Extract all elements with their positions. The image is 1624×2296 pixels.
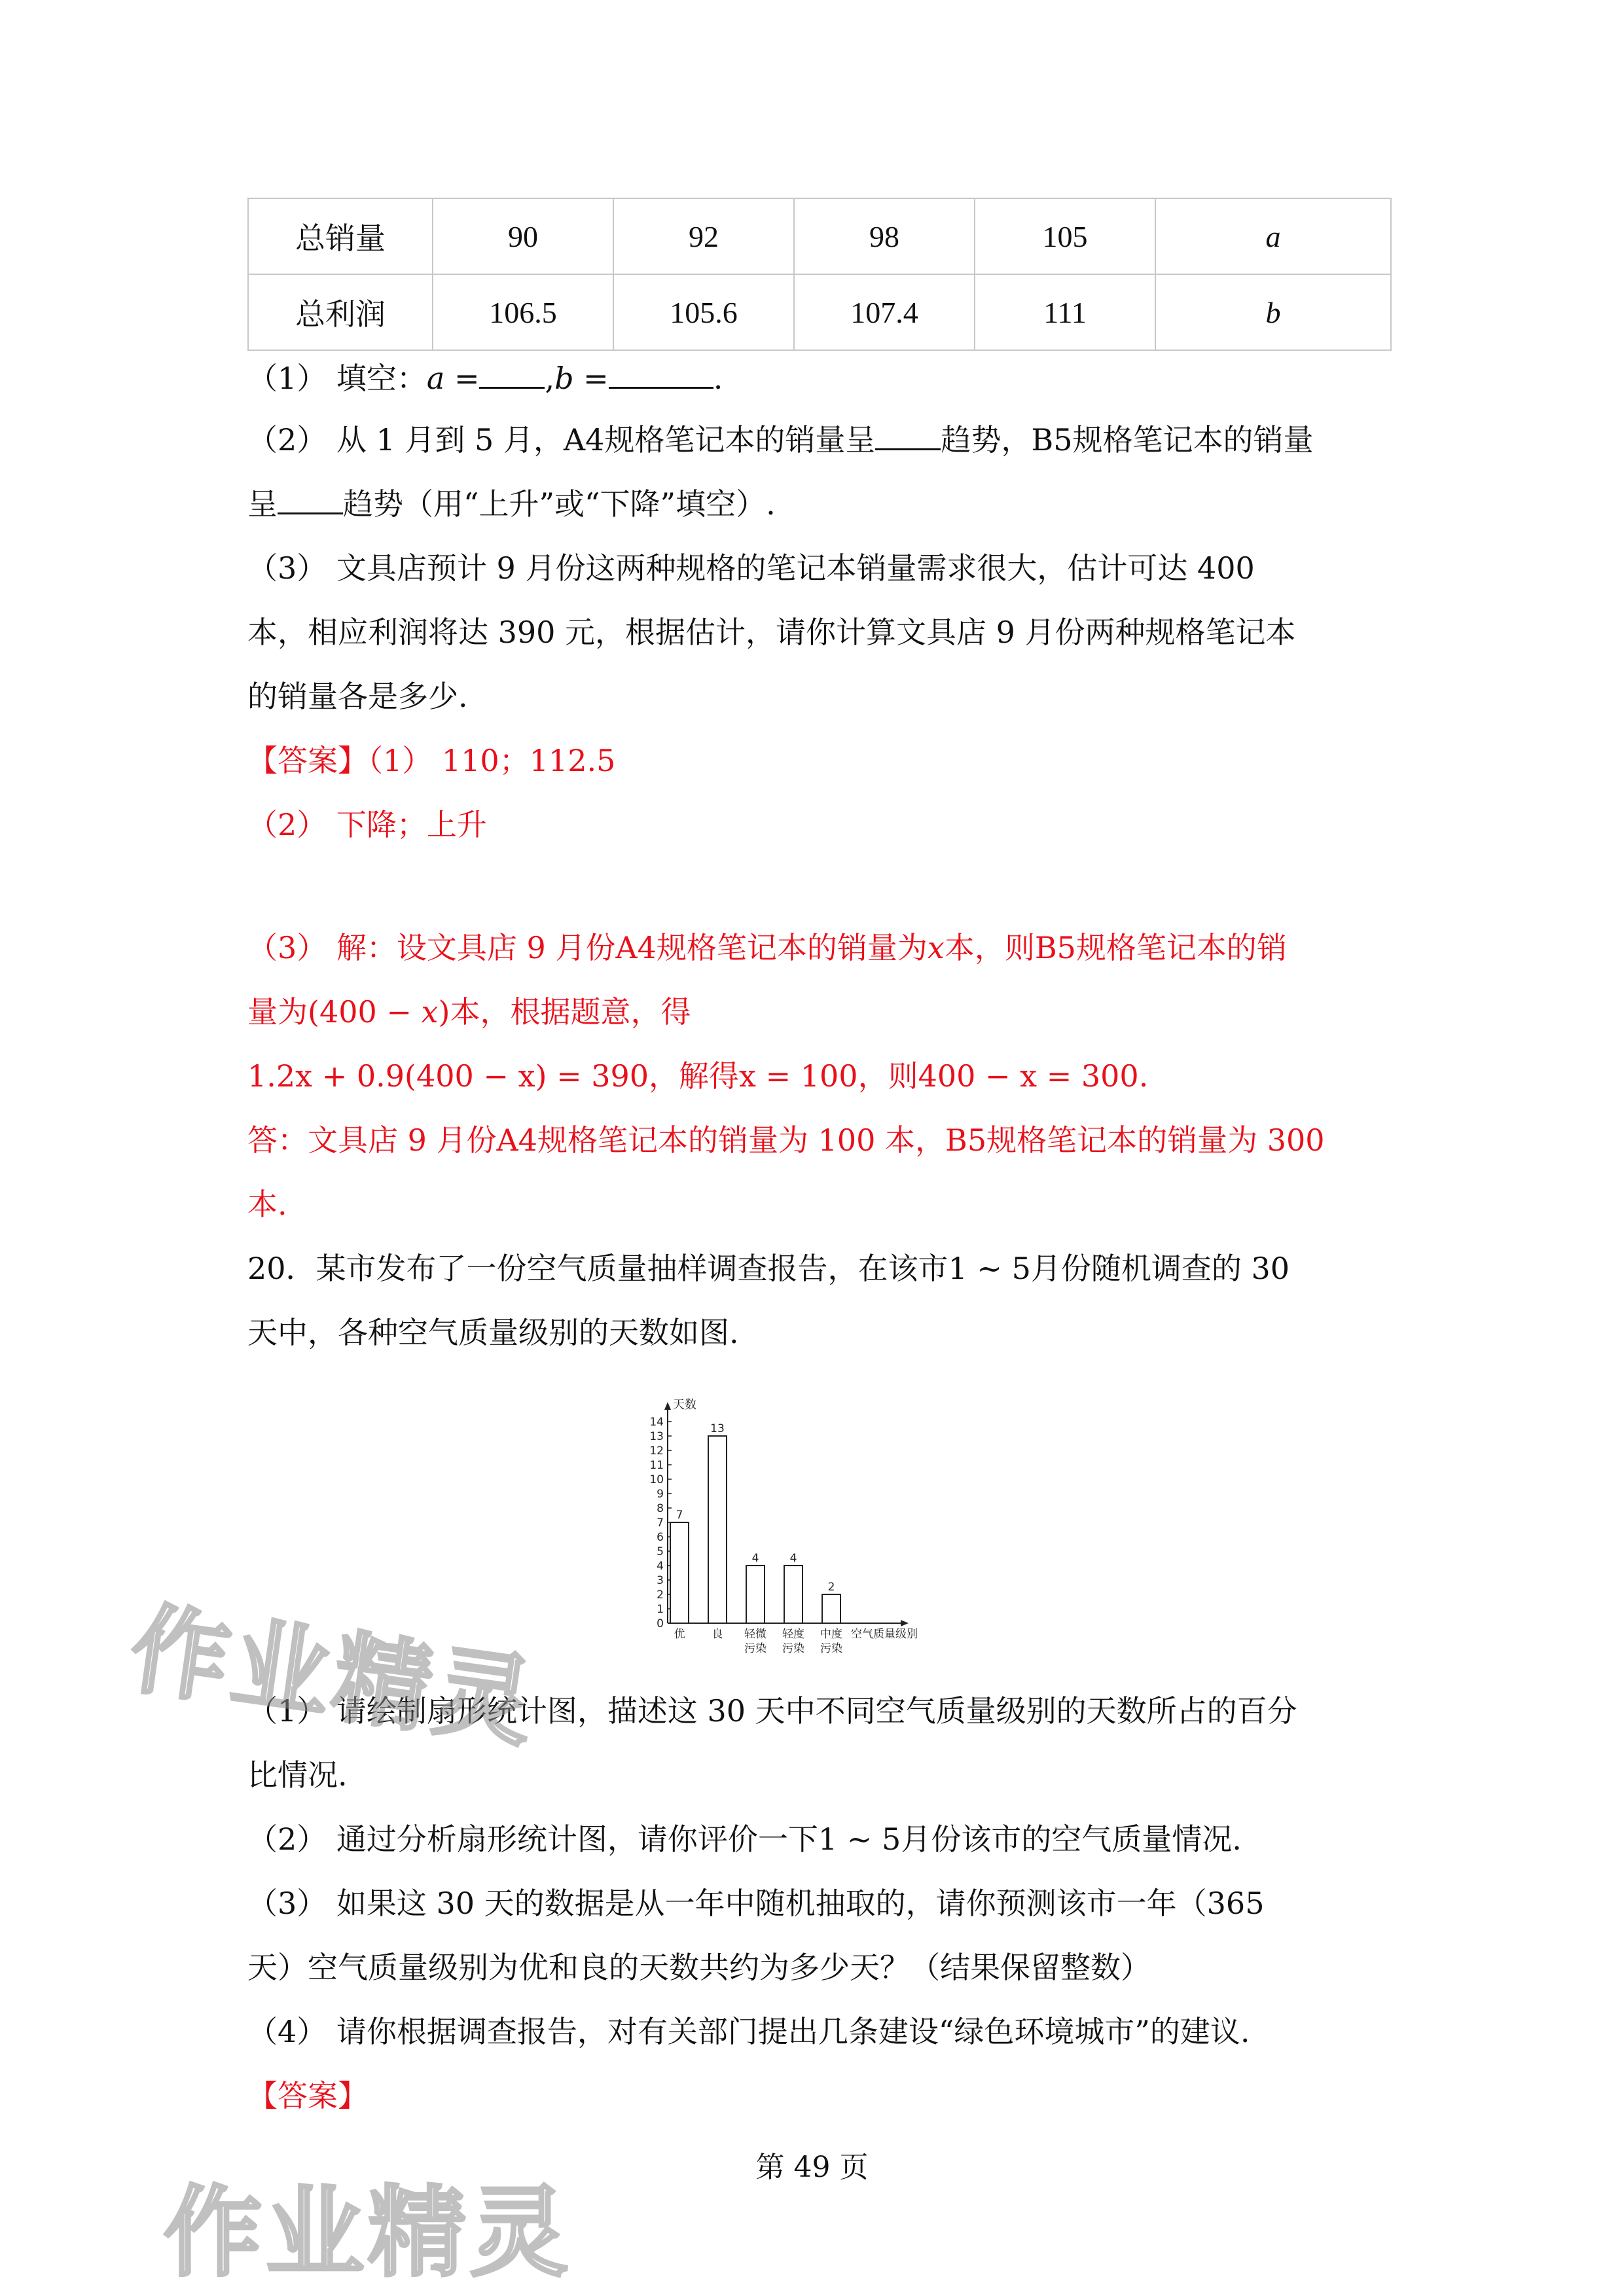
x-tick-label: 中度 [820, 1628, 842, 1641]
sub-question-3-line-1: （3） 如果这 30 天的数据是从一年中随机抽取的，请你预测该市一年（365 [247, 1886, 1265, 1921]
answer-tag-20: 【答案】 [247, 2078, 368, 2113]
table-cell: 总销量 [248, 198, 433, 274]
y-tick-label: 14 [649, 1416, 664, 1429]
answer-blank [875, 422, 941, 450]
question-text: 趋势，B5规格笔记本的销量 [941, 422, 1314, 457]
bar [746, 1566, 765, 1623]
y-tick-label: 0 [657, 1617, 664, 1630]
math-var-a: a = [426, 361, 480, 396]
x-axis-label: 空气质量级别 [851, 1628, 918, 1641]
answer-text: )本，根据题意，得 [438, 994, 691, 1030]
x-tick-label: 污染 [782, 1642, 804, 1655]
answer-3-line-2 [247, 992, 691, 1031]
answer-1 [247, 741, 615, 780]
table-cell: a [1155, 198, 1391, 274]
x-tick-label: 污染 [744, 1642, 767, 1655]
sub-question-1-line-1: （1） 请绘制扇形统计图，描述这 30 天中不同空气质量级别的天数所占的百分 [247, 1693, 1297, 1729]
y-tick-label: 5 [657, 1545, 664, 1558]
watermark-logo: 作业精灵 [123, 1592, 545, 1762]
answer-text: 本，则B5规格笔记本的销 [944, 930, 1287, 965]
answer-3-line-1 [247, 928, 1287, 967]
y-tick-label: 7 [657, 1516, 664, 1530]
bar [708, 1436, 727, 1623]
question-text: , [545, 361, 555, 396]
sub-question-3-line-2: 天）空气质量级别为优和良的天数共约为多少天？（结果保留整数） [247, 1950, 1151, 1985]
table-row [248, 274, 1391, 350]
problem-20-line-1: 20．某市发布了一份空气质量抽样调查报告，在该市1 ~ 5月份随机调查的 30 [247, 1251, 1290, 1286]
table-row [248, 198, 1391, 274]
question-text: 呈 [247, 486, 278, 522]
y-tick-label: 4 [657, 1560, 664, 1573]
bar [670, 1522, 689, 1623]
y-tick-label: 6 [657, 1531, 664, 1544]
answer-text: 量为(400 − [247, 994, 422, 1030]
table-cell: 98 [794, 198, 975, 274]
table-cell: 105.6 [613, 274, 794, 350]
bar-value-label: 4 [789, 1552, 797, 1565]
answer-3-line-4: 答：文具店 9 月份A4规格笔记本的销量为 100 本，B5规格笔记本的销量为 300 [247, 1122, 1325, 1158]
bar [822, 1594, 840, 1623]
problem-20-line-2: 天中，各种空气质量级别的天数如图. [247, 1315, 739, 1350]
answer-blank [609, 361, 713, 389]
question-1 [247, 359, 723, 398]
answer-tag: 【答案】 [247, 743, 368, 778]
table-cell: 106.5 [433, 274, 613, 350]
answer-text: （3） 解：设文具店 9 月份A4规格笔记本的销量为 [247, 930, 928, 965]
y-tick-label: 11 [649, 1459, 664, 1472]
answer-3-equation: 1.2x + 0.9(400 − x) = 390，解得x = 100，则400 − x = 300. [247, 1058, 1149, 1094]
answer-blank [479, 361, 545, 389]
table-cell: 92 [613, 198, 794, 274]
math-var-x: x [927, 930, 945, 965]
question-2-line-2 [247, 484, 776, 524]
question-3-line-2: 本，相应利润将达 390 元，根据估计，请你计算文具店 9 月份两种规格笔记本 [247, 615, 1296, 650]
sub-question-1-line-2: 比情况. [247, 1757, 348, 1793]
y-tick-label: 2 [657, 1588, 664, 1602]
y-tick-label: 13 [649, 1430, 664, 1443]
x-tick-label: 轻微 [744, 1628, 767, 1641]
y-tick-label: 12 [649, 1444, 664, 1458]
x-tick-label: 良 [712, 1628, 723, 1641]
answer-3-line-5: 本. [247, 1187, 287, 1222]
y-tick-label: 3 [657, 1574, 664, 1587]
sub-question-4: （4） 请你根据调查报告，对有关部门提出几条建设“绿色环境城市”的建议. [247, 2014, 1250, 2049]
air-quality-bar-chart [615, 1368, 1021, 1676]
math-var-b: b = [554, 361, 609, 396]
question-2-line-1 [247, 420, 1313, 459]
question-text: 趋势（用“上升”或“下降”填空）. [343, 486, 776, 522]
question-3-line-1: （3） 文具店预计 9 月份这两种规格的笔记本销量需求很大，估计可达 400 [247, 550, 1255, 586]
watermark-logo: 作业精灵 [164, 2176, 573, 2290]
sub-question-2: （2） 通过分析扇形统计图，请你评价一下1 ~ 5月份该市的空气质量情况. [247, 1821, 1242, 1857]
y-tick-label: 1 [657, 1603, 664, 1616]
bar-value-label: 4 [751, 1552, 759, 1565]
y-tick-label: 8 [657, 1502, 664, 1515]
y-axis-label: 天数 [673, 1398, 696, 1412]
table-cell: b [1155, 274, 1391, 350]
table-cell: 111 [975, 274, 1155, 350]
bar-value-label: 13 [710, 1422, 725, 1435]
answer-blank [278, 486, 343, 514]
question-text: . [713, 361, 723, 396]
answer-text: （1） 110；112.5 [368, 743, 616, 778]
y-tick-label: 10 [649, 1473, 664, 1486]
answer-2: （2） 下降；上升 [247, 807, 487, 842]
x-tick-label: 优 [674, 1628, 685, 1641]
table-cell: 总利润 [248, 274, 433, 350]
question-text: （2） 从 1 月到 5 月，A4规格笔记本的销量呈 [247, 422, 876, 457]
x-tick-label: 轻度 [782, 1628, 804, 1641]
table-cell: 107.4 [794, 274, 975, 350]
sales-table [247, 198, 1392, 351]
table-cell: 90 [433, 198, 613, 274]
y-axis-arrow [664, 1402, 671, 1410]
math-var-x: x [421, 994, 439, 1030]
question-text: （1） 填空： [247, 361, 427, 396]
table-cell: 105 [975, 198, 1155, 274]
y-tick-label: 9 [657, 1488, 664, 1501]
page-number: 第 49 页 [755, 2151, 869, 2184]
bar-value-label: 2 [827, 1581, 835, 1594]
x-axis-arrow [901, 1620, 909, 1626]
question-3-line-3: 的销量各是多少. [247, 679, 468, 714]
bar-value-label: 7 [676, 1509, 683, 1522]
x-tick-label: 污染 [820, 1642, 842, 1655]
bar [784, 1566, 803, 1623]
